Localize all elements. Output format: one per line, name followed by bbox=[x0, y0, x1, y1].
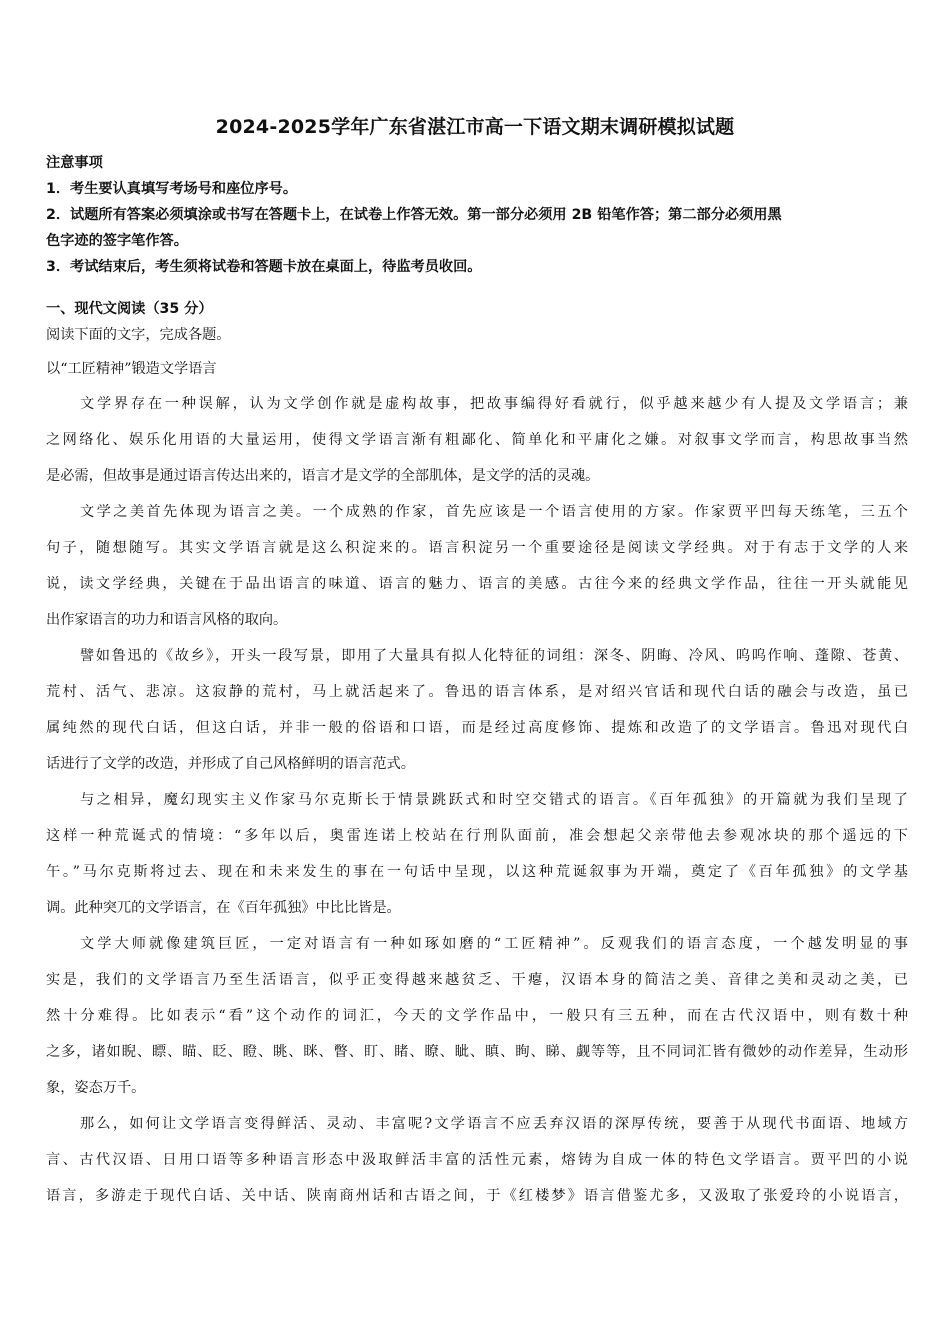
text-line: 与之相异，魔幻现实主义作家马尔克斯长于情景跳跃式和时空交错式的语言。《百年孤独》的开篇就为我们呈现了 bbox=[80, 792, 908, 808]
notice-line: 色字迹的签字笔作答。 bbox=[46, 233, 188, 249]
article-title: 以“工匠精神”锻造文学语言 bbox=[46, 361, 217, 377]
text-line: 是必需，但故事是通过语言传达出来的，语言才是文学的全部肌体，是文学的活的灵魂。 bbox=[46, 468, 600, 484]
paragraph bbox=[46, 926, 908, 1106]
text-line: 说，读文学经典，关键在于品出语言的味道、语言的魅力、语言的美感。古往今来的经典文学作品，往往一开头就能见 bbox=[46, 576, 908, 592]
paragraph bbox=[46, 782, 908, 926]
notice-line: 1．考生要认真填写考场号和座位序号。 bbox=[46, 181, 298, 197]
notice-line: 3．考试结束后，考生须将试卷和答题卡放在桌面上，待监考员收回。 bbox=[46, 259, 482, 275]
text-line: 之多，诸如睨、瞟、瞄、眨、瞪、眺、眯、瞥、盯、睹、瞭、眦、瞋、眴、睇、觑等等，且不同词汇皆有微妙的动作差异，生动形 bbox=[46, 1044, 908, 1060]
section-heading: 一、现代文阅读（35 分） bbox=[46, 301, 213, 317]
text-line: 这样一种荒诞式的情境：“多年以后，奥雷连诺上校站在行刑队面前，准会想起父亲带他去参观冰块的那个遥远的下 bbox=[46, 828, 908, 844]
paragraph bbox=[46, 386, 908, 494]
reading-instruction: 阅读下面的文字，完成各题。 bbox=[46, 327, 231, 343]
notice-block bbox=[46, 150, 908, 280]
page-title: 2024-2025学年广东省湛江市高一下语文期末调研模拟试题 bbox=[215, 116, 735, 138]
notice-heading: 注意事项 bbox=[46, 155, 103, 171]
text-line: 那么，如何让文学语言变得鲜活、灵动、丰富呢?文学语言不应丢弃汉语的深厚传统，要善于从现代书面语、地域方 bbox=[80, 1116, 908, 1132]
text-line: 属纯然的现代白话，但这白话，并非一般的俗语和口语，而是经过高度修饰、提炼和改造了的文学语言。鲁迅对现代白 bbox=[46, 720, 908, 736]
text-line: 象，姿态万千。 bbox=[46, 1080, 146, 1096]
notice-line: 2．试题所有答案必须填涂或书写在答题卡上，在试卷上作答无效。第一部分必须用 2B 铅笔作答；第二部分必须用黑 bbox=[46, 207, 782, 223]
paragraph bbox=[46, 638, 908, 782]
text-line: 言、古代汉语、日用口语等多种语言形态中汲取鲜活丰富的活性元素，熔铸为自成一体的特色文学语言。贾平凹的小说 bbox=[46, 1152, 908, 1168]
text-line: 文学大师就像建筑巨匠，一定对语言有一种如琢如磨的“工匠精神”。反观我们的语言态度，一个越发明显的事 bbox=[80, 936, 908, 952]
paragraph bbox=[46, 494, 908, 638]
text-line: 语言，多游走于现代白话、关中话、陕南商州话和古语之间，于《红楼梦》语言借鉴尤多，又汲取了张爱玲的小说语言， bbox=[46, 1188, 908, 1204]
text-line: 实是，我们的文学语言乃至生活语言，似乎正变得越来越贫乏、干瘪，汉语本身的简洁之美、音律之美和灵动之美，已 bbox=[46, 972, 908, 988]
text-line: 出作家语言的功力和语言风格的取向。 bbox=[46, 612, 288, 628]
text-line: 句子，随想随写。其实文学语言就是这么积淀来的。语言积淀另一个重要途径是阅读文学经典。对于有志于文学的人来 bbox=[46, 540, 908, 556]
text-line: 之网络化、娱乐化用语的大量运用，使得文学语言渐有粗鄙化、简单化和平庸化之嫌。对叙事文学而言，构思故事当然 bbox=[46, 432, 908, 448]
paragraph bbox=[46, 1106, 908, 1214]
text-line: 荒村、活气、悲凉。这寂静的荒村，马上就活起来了。鲁迅的语言体系，是对绍兴官话和现代白话的融会与改造，虽已 bbox=[46, 684, 908, 700]
text-line: 午。”马尔克斯将过去、现在和未来发生的事在一句话中呈现，以这种荒诞叙事为开端，奠定了《百年孤独》的文学基 bbox=[46, 864, 908, 880]
text-line: 文学之美首先体现为语言之美。一个成熟的作家，首先应该是一个语言使用的方家。作家贾平凹每天练笔，三五个 bbox=[80, 504, 908, 520]
text-line: 调。此种突兀的文学语言，在《百年孤独》中比比皆是。 bbox=[46, 900, 401, 916]
text-line: 譬如鲁迅的《故乡》，开头一段写景，即用了大量具有拟人化特征的词组：深冬、阴晦、冷风、呜呜作响、蓬隙、苍黄、 bbox=[80, 648, 908, 664]
text-line: 文学界存在一种误解，认为文学创作就是虚构故事，把故事编得好看就行，似乎越来越少有人提及文学语言；兼 bbox=[80, 396, 908, 412]
text-line: 话进行了文学的改造，并形成了自己风格鲜明的语言范式。 bbox=[46, 756, 415, 772]
text-line: 然十分难得。比如表示“看”这个动作的词汇，今天的文学作品中，一般只有三五种，而在古代汉语中，则有数十种 bbox=[46, 1008, 908, 1024]
article-body bbox=[46, 386, 908, 1214]
